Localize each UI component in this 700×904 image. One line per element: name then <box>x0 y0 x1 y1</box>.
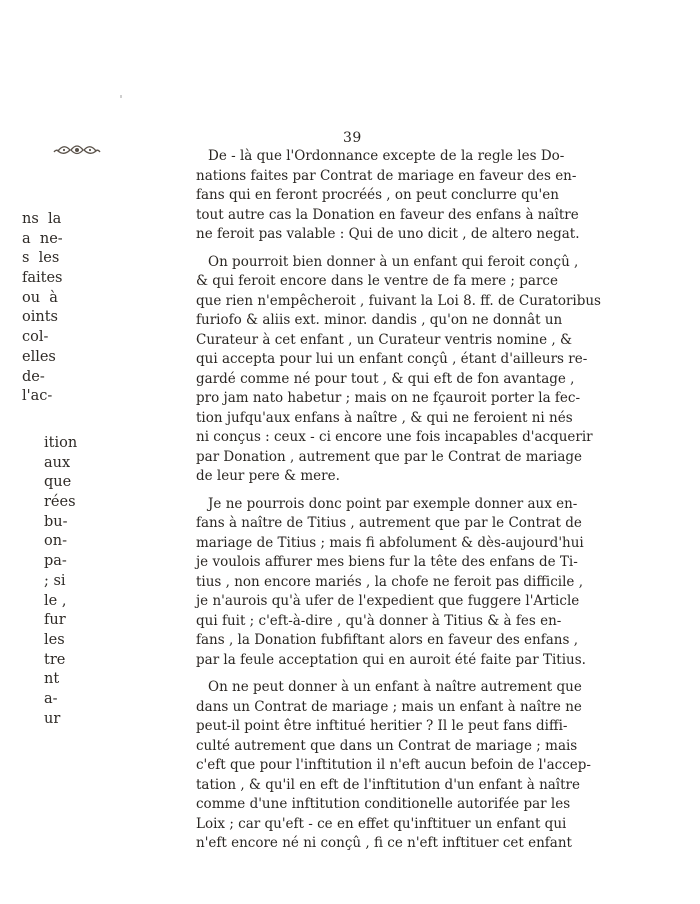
text-line: gardé comme né pour tout , & qui eft de fon avantage , <box>196 370 575 387</box>
paragraph <box>196 495 586 671</box>
bleed-text-line: ; si <box>44 572 66 589</box>
text-line: tius , non encore mariés , la chofe ne feroit pas difficile , <box>196 573 584 590</box>
text-line: qui fuit ; c'eft-à-dire , qu'à donner à Titius & à fes en- <box>196 612 562 629</box>
bleed-text-line: col- <box>22 329 49 346</box>
text-line: ni conçus : ceux - ci encore une fois incapables d'acquerir <box>196 429 593 445</box>
bleed-text-line: rées <box>44 494 76 511</box>
bleed-text-line: les <box>44 631 65 648</box>
bleed-text-line: fur <box>44 612 66 629</box>
page-number: 39 <box>343 130 362 146</box>
text-line: fans à naître de Titius , autrement que par le Contrat de <box>196 515 582 531</box>
bleed-text-line: faites <box>22 270 63 287</box>
bleed-text-line: elles <box>22 348 56 365</box>
paper-speck <box>120 95 122 98</box>
text-line: De - là que l'Ordonnance excepte de la regle les Do- <box>208 148 565 164</box>
text-line: On pourroit bien donner à un enfant qui feroit conçû , <box>208 253 579 270</box>
text-line: ne feroit pas valable : Qui de uno dicit , de altero negat. <box>196 226 580 242</box>
text-line: fans qui en feront procréés , on peut conclurre qu'en <box>196 187 559 203</box>
text-line: pro jam nato habetur ; mais on ne fçauroit porter la fec- <box>196 390 581 406</box>
text-line: je n'aurois qu'à ufer de l'expedient que fuggere l'Article <box>196 593 580 609</box>
text-line: comme d'une inftitution conditionelle autorifée par les <box>196 796 571 812</box>
text-line: furiofo & aliis ext. minor. dandis , qu'on ne donnât un <box>196 312 563 328</box>
text-line: Je ne pourrois donc point par exemple donner aux en- <box>208 495 578 512</box>
text-line: Loix ; car qu'eft - ce en effet qu'inftituer un enfant qui <box>196 815 567 832</box>
bleed-text-line: oints <box>22 309 58 326</box>
bleed-text-line: on- <box>44 533 67 550</box>
bleed-text-line: tre <box>44 651 66 668</box>
paragraph <box>196 253 601 487</box>
text-line: tation , & qu'il en eft de l'inftitution d'un enfant à naître <box>196 776 580 793</box>
paragraph <box>196 678 591 854</box>
text-line: peut-il point être inftitué heritier ? Il le peut fans diffi- <box>196 718 568 734</box>
text-line: fans , la Donation fubfiftant alors en faveur des enfans , <box>196 632 578 648</box>
text-line: On ne peut donner à un enfant à naître autrement que <box>208 679 582 695</box>
bleed-text-line: a- <box>44 690 58 707</box>
bleed-text-line: aux <box>44 454 71 471</box>
text-line: Curateur à cet enfant , un Curateur ventris nomine , & <box>196 331 573 348</box>
fleuron-ornament-icon <box>52 140 102 160</box>
text-line: & qui feroit encore dans le ventre de fa mere ; parce <box>196 273 558 289</box>
text-line: que rien n'empêcheroit , fuivant la Loi 8. ff. de Curatoribus <box>196 292 601 309</box>
text-line: mariage de Titius ; mais fi abfolument & dès-aujourd'hui <box>196 534 584 551</box>
bleed-text-line: de- <box>22 368 45 385</box>
bleed-text-line: ur <box>44 710 61 727</box>
bleed-text-line: s les <box>22 250 60 267</box>
bleed-text-line: l'ac- <box>22 388 53 405</box>
text-line: c'eft que pour l'inftitution il n'eft aucun befoin de l'accep- <box>196 757 591 773</box>
bleed-text-line: ns la <box>22 211 62 227</box>
bleed-text-line: ou à <box>22 289 58 306</box>
paragraph <box>196 147 580 245</box>
left-page-bleed-upper <box>22 210 63 407</box>
text-line: qui accepta pour lui un enfant conçû , étant d'ailleurs re- <box>196 351 588 367</box>
text-line: de leur pere & mere. <box>196 468 340 484</box>
main-text-column <box>196 147 601 854</box>
text-line: dans un Contrat de mariage ; mais un enfant à naître ne <box>196 698 582 715</box>
text-line: tout autre cas la Donation en faveur des enfans à naître <box>196 206 579 223</box>
bleed-text-line: nt <box>44 671 60 688</box>
bleed-text-line: ition <box>44 435 78 451</box>
text-line: tion jufqu'aux enfans à naître , & qui ne feroient ni nés <box>196 409 573 426</box>
text-line: culté autrement que dans un Contrat de mariage ; mais <box>196 737 578 754</box>
left-page-bleed-lower <box>44 434 77 729</box>
bleed-text-line: le , <box>44 592 67 609</box>
bleed-text-line: bu- <box>44 513 68 530</box>
text-line: nations faites par Contrat de mariage en faveur des en- <box>196 167 577 184</box>
text-line: par la feule acceptation qui en auroit été faite par Titius. <box>196 651 586 668</box>
text-line: par Donation , autrement que par le Contrat de mariage <box>196 448 583 465</box>
bleed-text-line: pa- <box>44 553 67 570</box>
text-line: n'eft encore né ni conçû , fi ce n'eft inftituer cet enfant <box>196 835 572 851</box>
bleed-text-line: que <box>44 474 72 491</box>
text-line: je voulois affurer mes biens fur la tête des enfans de Ti- <box>196 554 578 570</box>
bleed-text-line: a ne- <box>22 230 63 247</box>
